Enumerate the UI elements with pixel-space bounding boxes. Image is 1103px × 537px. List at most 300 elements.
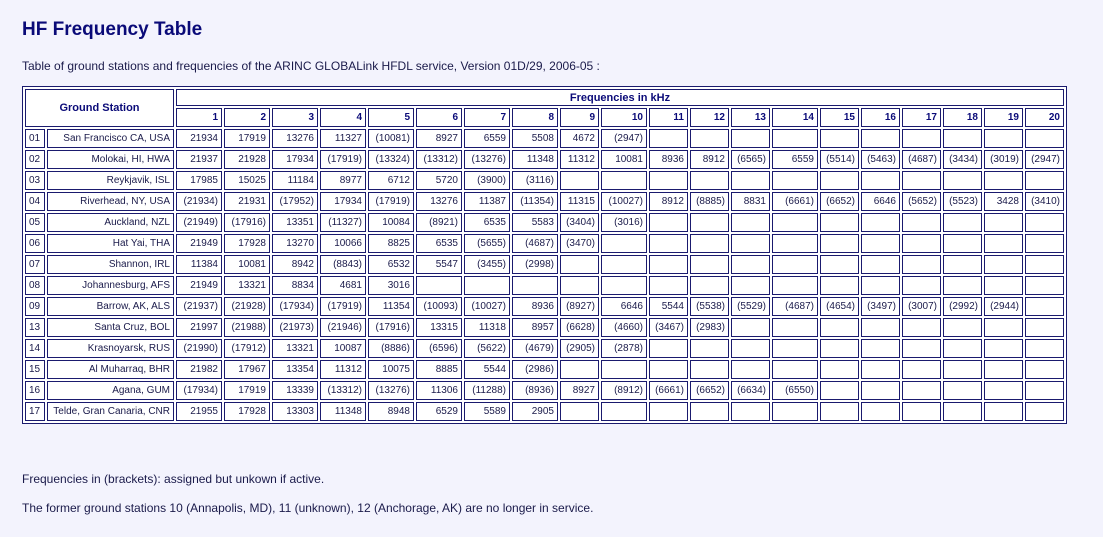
frequency-cell: 15025 bbox=[224, 171, 270, 190]
frequency-cell: (5622) bbox=[464, 339, 510, 358]
frequency-cell: (11288) bbox=[464, 381, 510, 400]
table-row bbox=[25, 150, 1064, 169]
frequency-cell bbox=[861, 381, 900, 400]
frequency-cell: (4660) bbox=[601, 318, 647, 337]
frequency-cell bbox=[902, 276, 941, 295]
frequency-cell: 5508 bbox=[512, 129, 558, 148]
frequency-cell: 13339 bbox=[272, 381, 318, 400]
frequency-cell: 11312 bbox=[560, 150, 599, 169]
frequency-cell bbox=[820, 255, 859, 274]
frequency-cell: (6550) bbox=[772, 381, 818, 400]
frequency-cell: (21934) bbox=[176, 192, 222, 211]
frequency-cell bbox=[984, 381, 1023, 400]
frequency-cell: (21973) bbox=[272, 318, 318, 337]
station-name-cell: Barrow, AK, ALS bbox=[47, 297, 174, 316]
frequency-cell bbox=[902, 213, 941, 232]
frequency-cell: 4681 bbox=[320, 276, 366, 295]
frequency-cell bbox=[649, 234, 688, 253]
frequency-cell bbox=[601, 402, 647, 421]
frequency-cell: 17928 bbox=[224, 402, 270, 421]
station-name-cell: Santa Cruz, BOL bbox=[47, 318, 174, 337]
frequency-cell: 5544 bbox=[464, 360, 510, 379]
frequency-cell bbox=[772, 171, 818, 190]
frequency-cell: (3497) bbox=[861, 297, 900, 316]
frequency-cell bbox=[690, 276, 729, 295]
frequency-cell: 6712 bbox=[368, 171, 414, 190]
frequency-cell: (6628) bbox=[560, 318, 599, 337]
frequency-cell bbox=[649, 276, 688, 295]
frequency-cell bbox=[772, 402, 818, 421]
column-number-header: 8 bbox=[512, 108, 558, 127]
frequency-cell bbox=[820, 213, 859, 232]
frequency-cell: (5514) bbox=[820, 150, 859, 169]
column-number-header: 13 bbox=[731, 108, 770, 127]
station-id-cell: 17 bbox=[25, 402, 45, 421]
frequency-cell bbox=[1025, 171, 1064, 190]
frequency-cell: (11327) bbox=[320, 213, 366, 232]
frequency-cell bbox=[416, 276, 462, 295]
frequency-cell: (6661) bbox=[649, 381, 688, 400]
frequency-cell: 11348 bbox=[320, 402, 366, 421]
frequencies-header: Frequencies in kHz bbox=[176, 89, 1064, 106]
frequency-cell bbox=[512, 276, 558, 295]
frequency-cell: 21937 bbox=[176, 150, 222, 169]
frequency-cell bbox=[772, 129, 818, 148]
frequency-cell: (8886) bbox=[368, 339, 414, 358]
frequency-cell bbox=[560, 171, 599, 190]
frequency-cell: 11387 bbox=[464, 192, 510, 211]
station-id-cell: 05 bbox=[25, 213, 45, 232]
frequency-cell: (17916) bbox=[224, 213, 270, 232]
frequency-cell bbox=[1025, 297, 1064, 316]
frequency-cell: (4654) bbox=[820, 297, 859, 316]
table-row bbox=[25, 255, 1064, 274]
frequency-cell bbox=[601, 255, 647, 274]
frequency-cell bbox=[943, 360, 982, 379]
frequency-cell bbox=[772, 213, 818, 232]
frequency-cell: (5655) bbox=[464, 234, 510, 253]
frequency-cell: (2947) bbox=[1025, 150, 1064, 169]
frequency-cell: (6634) bbox=[731, 381, 770, 400]
frequency-cell: 8977 bbox=[320, 171, 366, 190]
frequency-cell bbox=[943, 129, 982, 148]
table-row bbox=[25, 297, 1064, 316]
frequency-cell: 21949 bbox=[176, 276, 222, 295]
frequency-cell bbox=[690, 360, 729, 379]
frequency-cell: 8825 bbox=[368, 234, 414, 253]
frequency-cell: (4687) bbox=[902, 150, 941, 169]
frequency-cell bbox=[1025, 213, 1064, 232]
frequency-cell: (3455) bbox=[464, 255, 510, 274]
table-row bbox=[25, 360, 1064, 379]
table-row bbox=[25, 402, 1064, 421]
frequency-cell bbox=[902, 255, 941, 274]
frequency-cell: (6661) bbox=[772, 192, 818, 211]
column-number-header: 9 bbox=[560, 108, 599, 127]
frequency-cell bbox=[861, 276, 900, 295]
ground-station-header: Ground Station bbox=[25, 89, 174, 127]
frequency-cell bbox=[984, 318, 1023, 337]
frequency-cell bbox=[690, 234, 729, 253]
frequency-cell bbox=[560, 360, 599, 379]
station-name-cell: Agana, GUM bbox=[47, 381, 174, 400]
frequency-cell: 17985 bbox=[176, 171, 222, 190]
frequency-cell: 5547 bbox=[416, 255, 462, 274]
frequency-cell: (2878) bbox=[601, 339, 647, 358]
frequency-cell bbox=[1025, 318, 1064, 337]
frequency-cell: (8843) bbox=[320, 255, 366, 274]
frequency-cell bbox=[690, 402, 729, 421]
frequency-cell: 13354 bbox=[272, 360, 318, 379]
frequency-cell: (17934) bbox=[176, 381, 222, 400]
table-row bbox=[25, 339, 1064, 358]
frequency-cell: 11348 bbox=[512, 150, 558, 169]
frequency-cell: (10093) bbox=[416, 297, 462, 316]
station-name-cell: Telde, Gran Canaria, CNR bbox=[47, 402, 174, 421]
frequency-cell bbox=[820, 360, 859, 379]
frequency-cell: (8885) bbox=[690, 192, 729, 211]
frequency-cell bbox=[861, 318, 900, 337]
frequency-cell bbox=[820, 339, 859, 358]
frequency-cell bbox=[560, 276, 599, 295]
frequency-cell bbox=[1025, 129, 1064, 148]
frequency-cell: (17919) bbox=[368, 192, 414, 211]
frequency-cell: 17934 bbox=[320, 192, 366, 211]
frequency-cell bbox=[861, 255, 900, 274]
frequency-cell: 8885 bbox=[416, 360, 462, 379]
frequency-cell: (4679) bbox=[512, 339, 558, 358]
frequency-cell: 8936 bbox=[512, 297, 558, 316]
station-id-cell: 06 bbox=[25, 234, 45, 253]
frequency-cell: 8831 bbox=[731, 192, 770, 211]
frequency-cell: (3016) bbox=[601, 213, 647, 232]
column-number-header: 19 bbox=[984, 108, 1023, 127]
frequency-cell bbox=[464, 276, 510, 295]
frequency-cell: 13276 bbox=[416, 192, 462, 211]
frequency-cell: (5538) bbox=[690, 297, 729, 316]
column-number-header: 17 bbox=[902, 108, 941, 127]
frequency-cell bbox=[649, 402, 688, 421]
frequency-cell: 11354 bbox=[368, 297, 414, 316]
frequency-cell bbox=[902, 360, 941, 379]
frequency-cell bbox=[690, 255, 729, 274]
table-row bbox=[25, 276, 1064, 295]
frequency-cell: 6559 bbox=[464, 129, 510, 148]
station-name-cell: Auckland, NZL bbox=[47, 213, 174, 232]
column-number-header: 10 bbox=[601, 108, 647, 127]
station-name-cell: Johannesburg, AFS bbox=[47, 276, 174, 295]
frequency-cell bbox=[649, 213, 688, 232]
frequency-cell: (8921) bbox=[416, 213, 462, 232]
frequency-cell bbox=[861, 402, 900, 421]
frequency-cell bbox=[649, 171, 688, 190]
column-number-header: 14 bbox=[772, 108, 818, 127]
frequency-cell: (2947) bbox=[601, 129, 647, 148]
frequency-cell bbox=[943, 234, 982, 253]
table-row bbox=[25, 381, 1064, 400]
station-id-cell: 15 bbox=[25, 360, 45, 379]
frequency-cell: 5544 bbox=[649, 297, 688, 316]
station-name-cell: San Francisco CA, USA bbox=[47, 129, 174, 148]
frequency-cell: 5720 bbox=[416, 171, 462, 190]
frequency-cell bbox=[820, 318, 859, 337]
frequency-cell bbox=[601, 276, 647, 295]
frequency-cell: 13315 bbox=[416, 318, 462, 337]
header-row-2 bbox=[25, 108, 1064, 127]
frequency-cell bbox=[690, 339, 729, 358]
frequency-cell bbox=[649, 339, 688, 358]
column-number-header: 7 bbox=[464, 108, 510, 127]
station-id-cell: 01 bbox=[25, 129, 45, 148]
column-number-header: 16 bbox=[861, 108, 900, 127]
table-body bbox=[25, 129, 1064, 421]
frequency-cell: (5529) bbox=[731, 297, 770, 316]
frequency-cell bbox=[861, 171, 900, 190]
frequency-cell: 11318 bbox=[464, 318, 510, 337]
frequency-cell bbox=[560, 402, 599, 421]
frequency-cell: 11384 bbox=[176, 255, 222, 274]
column-number-header: 11 bbox=[649, 108, 688, 127]
frequency-cell: 17919 bbox=[224, 381, 270, 400]
frequency-cell: 8912 bbox=[690, 150, 729, 169]
frequency-cell: 3016 bbox=[368, 276, 414, 295]
frequency-cell: 13303 bbox=[272, 402, 318, 421]
station-id-cell: 08 bbox=[25, 276, 45, 295]
frequency-cell bbox=[601, 171, 647, 190]
station-name-cell: Riverhead, NY, USA bbox=[47, 192, 174, 211]
frequency-cell bbox=[649, 360, 688, 379]
frequency-cell: 6532 bbox=[368, 255, 414, 274]
frequency-cell bbox=[731, 360, 770, 379]
frequency-cell: 11327 bbox=[320, 129, 366, 148]
frequency-cell: 17934 bbox=[272, 150, 318, 169]
frequency-cell: (3116) bbox=[512, 171, 558, 190]
frequency-cell: (10027) bbox=[601, 192, 647, 211]
frequency-cell bbox=[943, 339, 982, 358]
frequency-cell bbox=[820, 171, 859, 190]
frequency-cell bbox=[731, 213, 770, 232]
frequency-cell: (11354) bbox=[512, 192, 558, 211]
frequency-cell: 21934 bbox=[176, 129, 222, 148]
frequency-cell: (3019) bbox=[984, 150, 1023, 169]
frequency-cell: 6559 bbox=[772, 150, 818, 169]
frequency-cell: (17919) bbox=[320, 297, 366, 316]
frequency-cell bbox=[820, 276, 859, 295]
frequency-cell bbox=[1025, 402, 1064, 421]
frequency-cell bbox=[902, 318, 941, 337]
column-number-header: 6 bbox=[416, 108, 462, 127]
frequency-cell bbox=[902, 381, 941, 400]
frequency-cell bbox=[861, 360, 900, 379]
frequency-cell: (6652) bbox=[690, 381, 729, 400]
frequency-cell bbox=[902, 339, 941, 358]
frequency-cell: (3404) bbox=[560, 213, 599, 232]
frequency-cell: 8912 bbox=[649, 192, 688, 211]
frequency-cell bbox=[902, 402, 941, 421]
frequency-cell bbox=[943, 276, 982, 295]
frequency-cell: 17919 bbox=[224, 129, 270, 148]
frequency-cell: (3410) bbox=[1025, 192, 1064, 211]
frequency-cell: 8927 bbox=[560, 381, 599, 400]
frequency-cell bbox=[820, 129, 859, 148]
frequency-cell: 6646 bbox=[601, 297, 647, 316]
frequency-cell: (2992) bbox=[943, 297, 982, 316]
frequency-cell bbox=[731, 339, 770, 358]
frequency-cell bbox=[984, 213, 1023, 232]
frequency-cell: (2998) bbox=[512, 255, 558, 274]
frequency-cell: 6529 bbox=[416, 402, 462, 421]
column-number-header: 5 bbox=[368, 108, 414, 127]
frequency-cell: (2983) bbox=[690, 318, 729, 337]
frequency-cell: (6565) bbox=[731, 150, 770, 169]
frequency-cell: 3428 bbox=[984, 192, 1023, 211]
station-name-cell: Reykjavik, ISL bbox=[47, 171, 174, 190]
frequency-cell: (13312) bbox=[416, 150, 462, 169]
frequency-cell bbox=[902, 171, 941, 190]
table-row bbox=[25, 192, 1064, 211]
frequency-cell: (21990) bbox=[176, 339, 222, 358]
column-number-header: 3 bbox=[272, 108, 318, 127]
station-name-cell: Shannon, IRL bbox=[47, 255, 174, 274]
frequency-cell: 10066 bbox=[320, 234, 366, 253]
frequency-cell: 10084 bbox=[368, 213, 414, 232]
frequency-cell bbox=[1025, 381, 1064, 400]
frequency-cell bbox=[772, 276, 818, 295]
frequency-cell: (21928) bbox=[224, 297, 270, 316]
frequency-cell: (13312) bbox=[320, 381, 366, 400]
station-name-cell: Al Muharraq, BHR bbox=[47, 360, 174, 379]
frequency-cell bbox=[984, 171, 1023, 190]
frequency-cell: 21928 bbox=[224, 150, 270, 169]
column-number-header: 1 bbox=[176, 108, 222, 127]
table-row bbox=[25, 129, 1064, 148]
frequency-cell bbox=[731, 171, 770, 190]
frequency-cell bbox=[731, 129, 770, 148]
frequency-cell bbox=[601, 360, 647, 379]
frequency-cell: (13324) bbox=[368, 150, 414, 169]
frequency-cell bbox=[1025, 255, 1064, 274]
station-id-cell: 04 bbox=[25, 192, 45, 211]
frequency-cell: 10087 bbox=[320, 339, 366, 358]
station-id-cell: 09 bbox=[25, 297, 45, 316]
frequency-cell: (8927) bbox=[560, 297, 599, 316]
frequency-cell: 2905 bbox=[512, 402, 558, 421]
frequency-cell: 21955 bbox=[176, 402, 222, 421]
frequency-cell bbox=[861, 234, 900, 253]
frequency-cell: (13276) bbox=[368, 381, 414, 400]
frequency-cell: 8942 bbox=[272, 255, 318, 274]
frequency-cell bbox=[902, 234, 941, 253]
frequency-cell: (13276) bbox=[464, 150, 510, 169]
frequency-cell bbox=[943, 381, 982, 400]
frequency-cell: (3467) bbox=[649, 318, 688, 337]
frequency-cell bbox=[1025, 276, 1064, 295]
frequency-cell: 11312 bbox=[320, 360, 366, 379]
frequency-cell: 6535 bbox=[464, 213, 510, 232]
frequency-cell: (21946) bbox=[320, 318, 366, 337]
frequency-cell bbox=[861, 213, 900, 232]
frequency-cell bbox=[731, 276, 770, 295]
frequency-cell: (21949) bbox=[176, 213, 222, 232]
table-row bbox=[25, 171, 1064, 190]
frequency-cell bbox=[820, 381, 859, 400]
table-row bbox=[25, 318, 1064, 337]
frequency-cell bbox=[731, 255, 770, 274]
frequency-cell: (17934) bbox=[272, 297, 318, 316]
frequency-cell: 21982 bbox=[176, 360, 222, 379]
station-name-cell: Hat Yai, THA bbox=[47, 234, 174, 253]
frequency-cell: 17967 bbox=[224, 360, 270, 379]
frequency-cell: (10081) bbox=[368, 129, 414, 148]
table-row bbox=[25, 213, 1064, 232]
station-name-cell: Krasnoyarsk, RUS bbox=[47, 339, 174, 358]
frequency-cell bbox=[943, 171, 982, 190]
frequency-cell bbox=[943, 402, 982, 421]
station-id-cell: 07 bbox=[25, 255, 45, 274]
frequency-cell: (3900) bbox=[464, 171, 510, 190]
frequency-cell bbox=[861, 339, 900, 358]
frequency-cell bbox=[1025, 360, 1064, 379]
frequency-cell: (2986) bbox=[512, 360, 558, 379]
column-number-header: 12 bbox=[690, 108, 729, 127]
frequency-cell bbox=[690, 213, 729, 232]
frequency-cell: 13321 bbox=[272, 339, 318, 358]
frequency-cell: 17928 bbox=[224, 234, 270, 253]
column-number-header: 15 bbox=[820, 108, 859, 127]
frequency-cell: (17912) bbox=[224, 339, 270, 358]
frequency-cell: 8948 bbox=[368, 402, 414, 421]
frequency-cell bbox=[690, 171, 729, 190]
frequency-cell: (2944) bbox=[984, 297, 1023, 316]
frequency-cell: 8957 bbox=[512, 318, 558, 337]
frequency-cell bbox=[649, 129, 688, 148]
column-number-header: 4 bbox=[320, 108, 366, 127]
frequency-cell: (17919) bbox=[320, 150, 366, 169]
frequency-cell: 6646 bbox=[861, 192, 900, 211]
frequency-cell bbox=[820, 402, 859, 421]
frequency-cell: (4687) bbox=[512, 234, 558, 253]
frequency-cell bbox=[772, 318, 818, 337]
frequency-cell: (17952) bbox=[272, 192, 318, 211]
frequency-cell: 8936 bbox=[649, 150, 688, 169]
brackets-note: Frequencies in (brackets): assigned but unkown if active. bbox=[22, 472, 325, 486]
page-title: HF Frequency Table bbox=[22, 19, 203, 40]
frequency-cell: 10081 bbox=[224, 255, 270, 274]
frequency-cell: 8927 bbox=[416, 129, 462, 148]
frequency-cell bbox=[601, 234, 647, 253]
station-id-cell: 16 bbox=[25, 381, 45, 400]
frequency-cell bbox=[649, 255, 688, 274]
frequency-cell: 11184 bbox=[272, 171, 318, 190]
former-stations-note: The former ground stations 10 (Annapolis, MD), 11 (unknown), 12 (Anchorage, AK) are no longer in service. bbox=[22, 501, 594, 515]
frequency-table-wrapper bbox=[22, 86, 1067, 424]
table-row bbox=[25, 234, 1064, 253]
frequency-cell: 11315 bbox=[560, 192, 599, 211]
frequency-cell: 11306 bbox=[416, 381, 462, 400]
frequency-cell bbox=[1025, 234, 1064, 253]
frequency-cell: (6596) bbox=[416, 339, 462, 358]
frequency-cell bbox=[984, 360, 1023, 379]
header-row-1 bbox=[25, 89, 1064, 106]
frequency-cell bbox=[984, 276, 1023, 295]
frequency-cell bbox=[820, 234, 859, 253]
frequency-cell: (21988) bbox=[224, 318, 270, 337]
frequency-cell: (8912) bbox=[601, 381, 647, 400]
station-id-cell: 03 bbox=[25, 171, 45, 190]
frequency-cell: (3007) bbox=[902, 297, 941, 316]
frequency-cell: (2905) bbox=[560, 339, 599, 358]
station-name-cell: Molokai, HI, HWA bbox=[47, 150, 174, 169]
